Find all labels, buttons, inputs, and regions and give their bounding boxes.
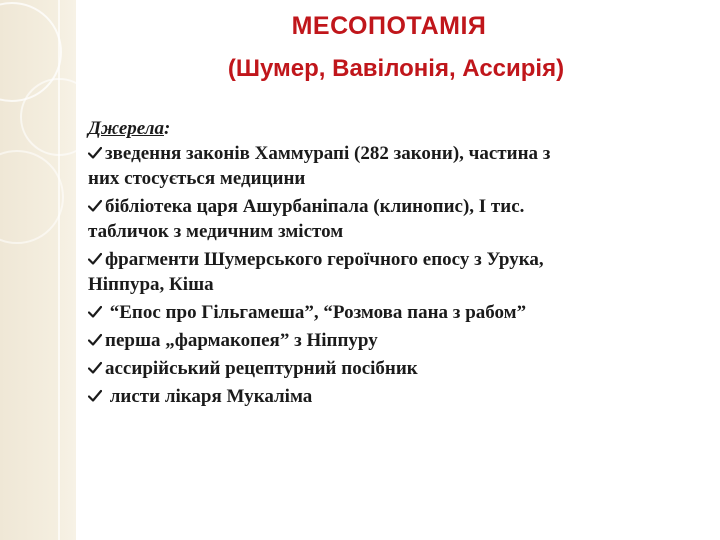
list-item-text bbox=[88, 194, 714, 244]
list-item bbox=[88, 247, 714, 297]
list-item-text: листи лікаря Мукаліма bbox=[105, 386, 313, 407]
slide-title: МЕСОПОТАМІЯ bbox=[291, 12, 487, 40]
checkmark-icon bbox=[88, 389, 102, 403]
list-item-text bbox=[88, 141, 714, 191]
checkmark-icon bbox=[88, 333, 102, 347]
list-item-text: перша „фармакопея” з Ніппуру bbox=[105, 330, 378, 351]
list-item bbox=[88, 384, 714, 409]
list-item bbox=[88, 356, 714, 381]
sources-label: Джерела bbox=[88, 118, 164, 139]
slide-subtitle: (Шумер, Вавілонія, Ассирія) bbox=[227, 55, 565, 82]
sources-label-colon: : bbox=[163, 118, 171, 139]
checkmark-icon bbox=[88, 305, 102, 319]
list-item-first-line: зведення законів Хаммурапі (282 закони), частина з bbox=[105, 143, 551, 164]
decorative-ring bbox=[0, 150, 64, 244]
list-item-first-line: бібліотека царя Ашурбаніпала (клинопис), І тис. bbox=[105, 196, 525, 217]
list-item bbox=[88, 328, 714, 353]
list-item bbox=[88, 141, 714, 191]
list-item-continuation: Ніппура, Кіша bbox=[88, 274, 214, 295]
list-item-continuation: них стосується медицини bbox=[88, 168, 306, 189]
sources-list bbox=[88, 141, 714, 409]
slide-content bbox=[88, 116, 714, 412]
checkmark-icon bbox=[88, 252, 102, 266]
list-item-first-line: фрагменти Шумерського героїчного епосу з Урука, bbox=[105, 249, 544, 270]
list-item-continuation: табличок з медичним змістом bbox=[88, 221, 344, 242]
list-item-text: “Епос про Гільгамеша”, “Розмова пана з рабом” bbox=[105, 302, 527, 323]
checkmark-icon bbox=[88, 146, 102, 160]
checkmark-icon bbox=[88, 199, 102, 213]
list-item bbox=[88, 300, 714, 325]
list-item-text bbox=[88, 247, 714, 297]
list-item bbox=[88, 194, 714, 244]
sources-heading bbox=[88, 116, 714, 141]
list-item-text: ассирійський рецептурний посібник bbox=[105, 358, 418, 379]
checkmark-icon bbox=[88, 361, 102, 375]
slide-title-block bbox=[0, 10, 720, 86]
